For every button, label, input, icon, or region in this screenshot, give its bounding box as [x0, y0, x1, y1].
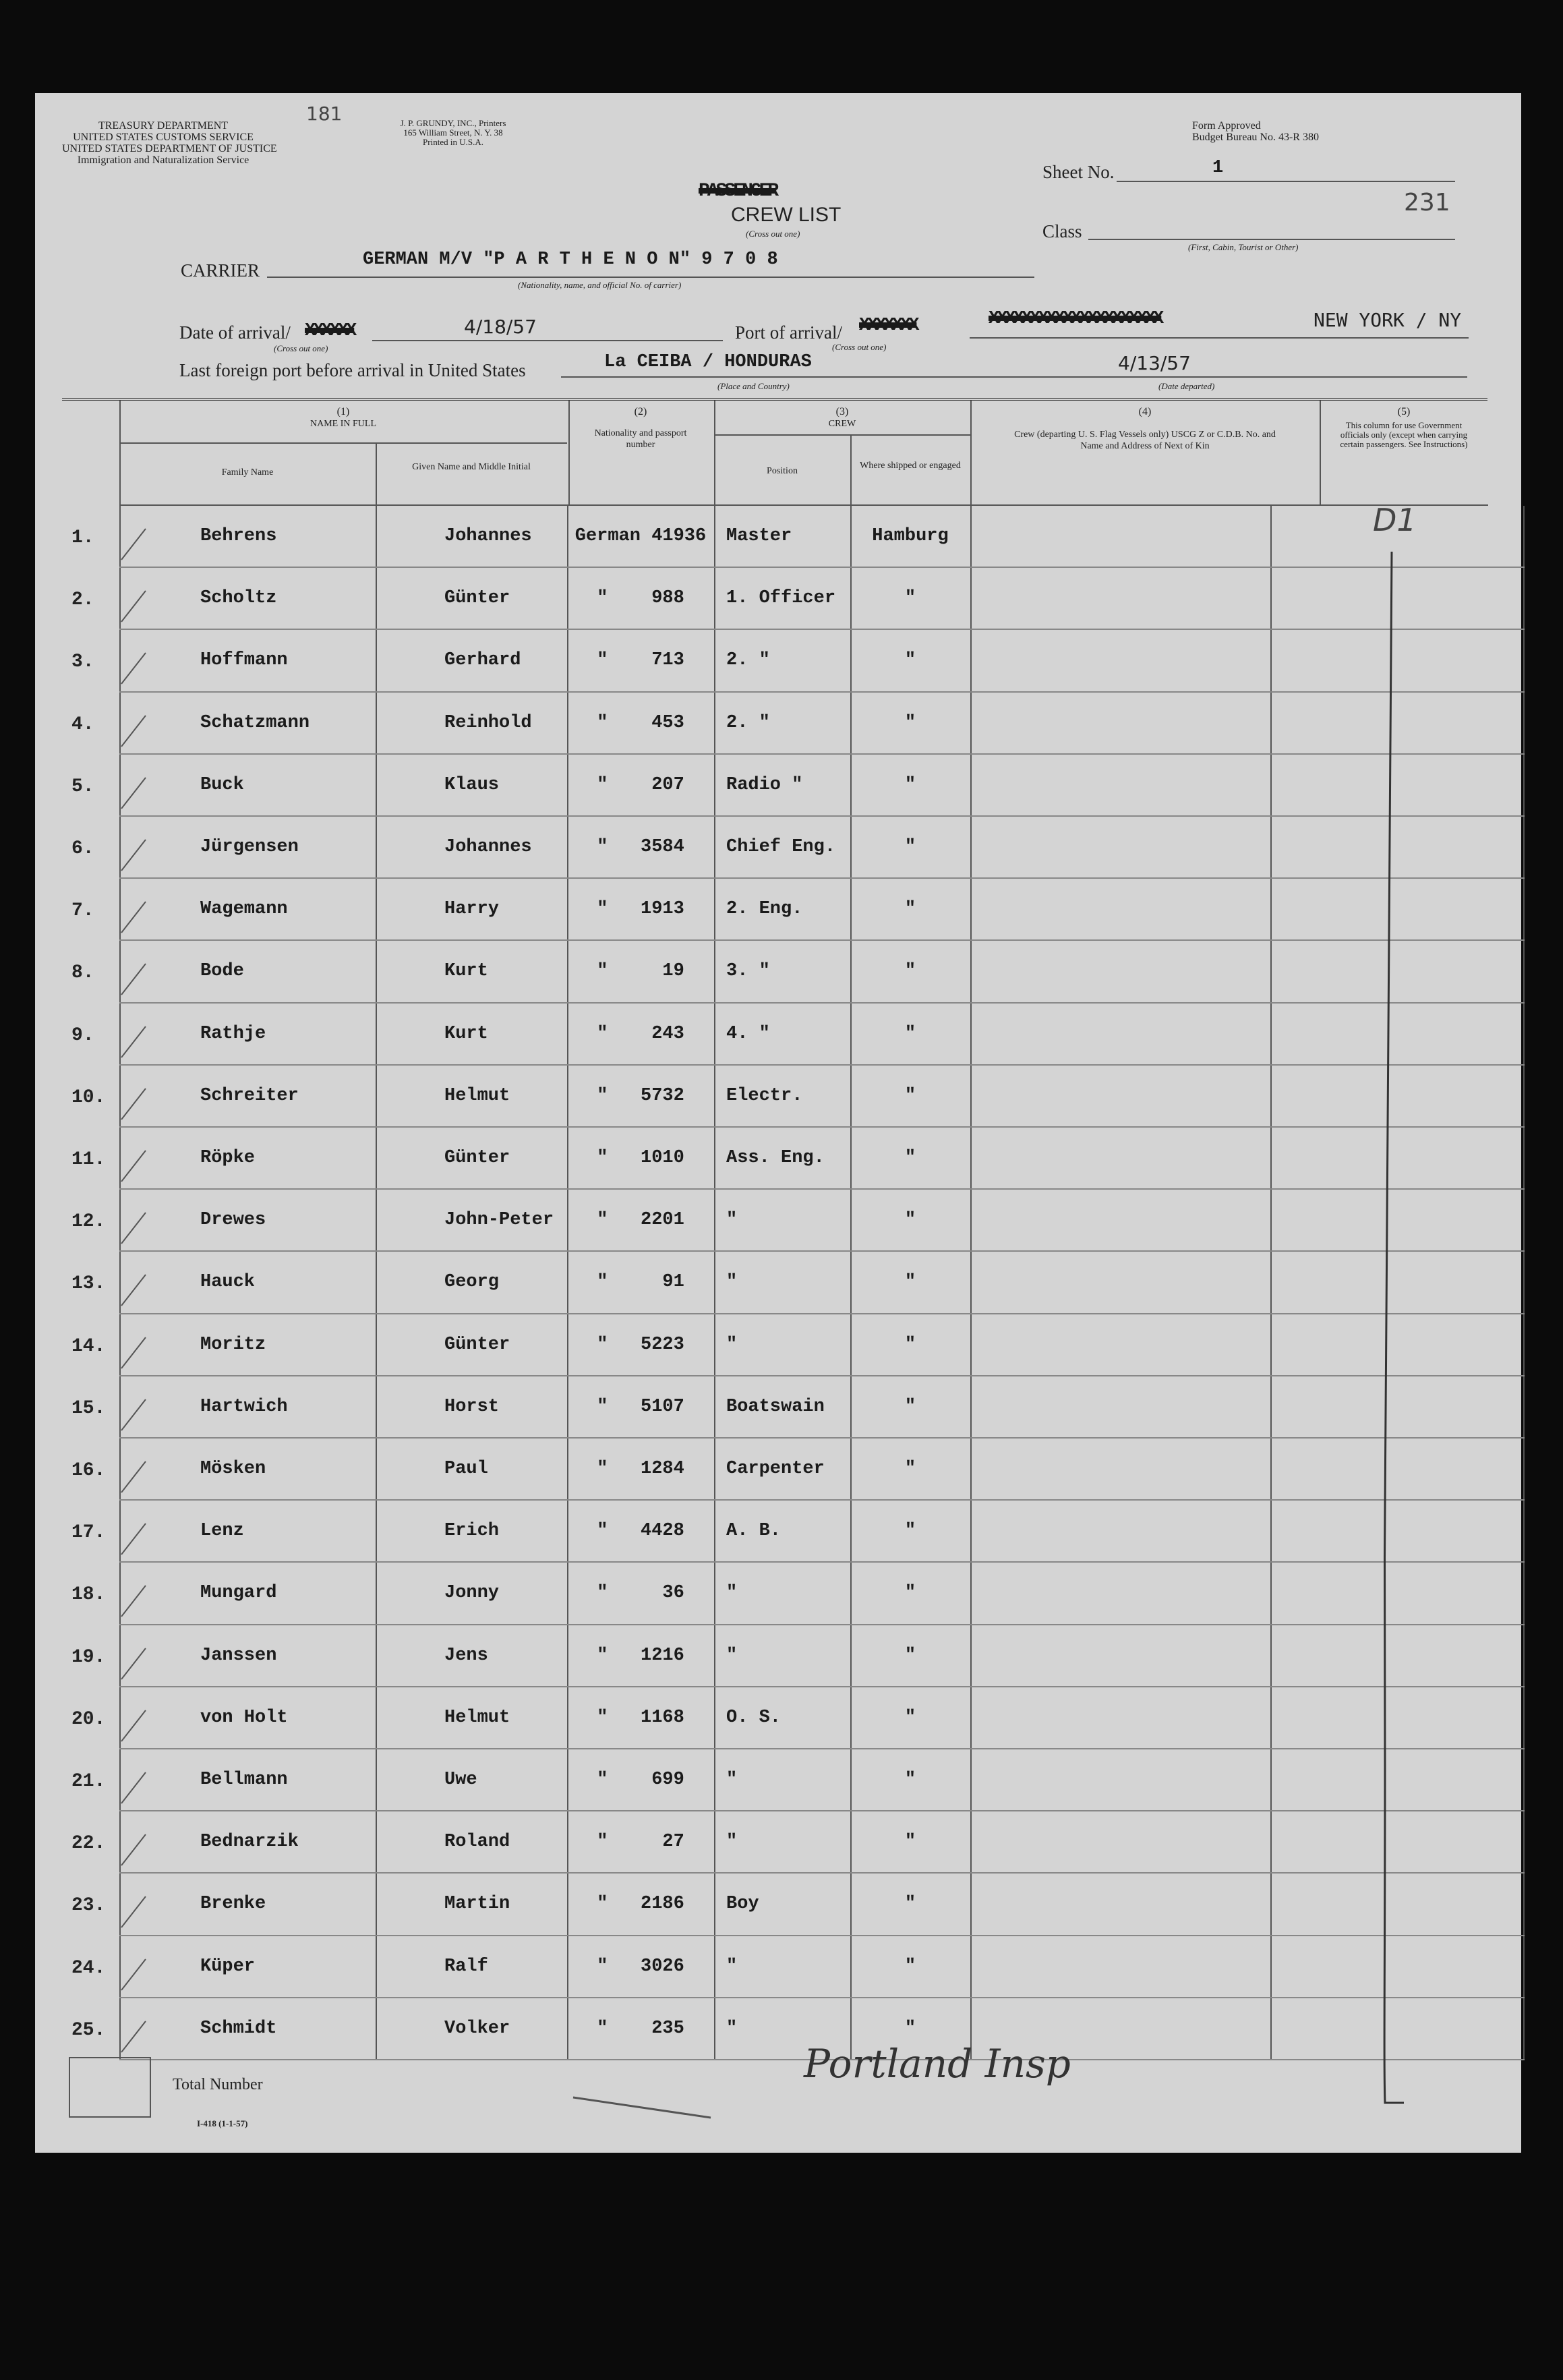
cell-family: Moritz [200, 1334, 266, 1355]
cell-family: Lenz [200, 1521, 244, 1542]
table-row [35, 568, 1521, 630]
cell-where: " [904, 2018, 916, 2039]
stamp-number: 181 [306, 103, 343, 125]
row-number: 20. [71, 1708, 106, 1730]
cell-where: " [904, 1396, 916, 1417]
date-arrival-crossed: XXXXXX [305, 321, 355, 341]
col3-num: (3) [835, 406, 849, 417]
cell-where: " [904, 899, 916, 920]
last-port-label: Last foreign port before arrival in United States [179, 360, 526, 380]
cell-given: Roland [444, 1832, 510, 1853]
form-approved [1192, 120, 1319, 143]
row-number: 21. [71, 1771, 106, 1792]
cell-given: Kurt [444, 961, 488, 982]
table-row [35, 1190, 1521, 1252]
table-row [35, 817, 1521, 879]
row-number: 18. [71, 1584, 106, 1606]
cell-passport: " 3026 [597, 1956, 684, 1977]
cell-family: Hauck [200, 1272, 256, 1293]
row-number: 11. [71, 1149, 106, 1170]
cell-passport: " 1913 [597, 899, 684, 920]
cell-where: " [904, 1023, 916, 1044]
printer-line: Printed in U.S.A. [423, 137, 483, 147]
cell-position: " [726, 1272, 738, 1293]
cell-where: " [904, 1148, 916, 1168]
cell-position: " [726, 1832, 738, 1853]
cell-where: Hamburg [872, 526, 949, 546]
cell-given: Erich [444, 1521, 500, 1542]
form-approved-line: Form Approved [1192, 120, 1261, 132]
cell-family: Röpke [200, 1148, 256, 1168]
cell-where: " [904, 837, 916, 857]
check-tick [116, 1457, 150, 1498]
cell-where: " [904, 1645, 916, 1666]
cell-passport: " 19 [597, 961, 684, 982]
port-arrival-value: NEW YORK / NY [1314, 309, 1462, 331]
row-number: 10. [71, 1086, 106, 1108]
cell-where: " [904, 1770, 916, 1790]
col2-title: Nationality and passport number [594, 428, 687, 450]
check-tick [116, 649, 150, 689]
check-tick [116, 1395, 150, 1436]
cell-where: " [904, 1894, 916, 1915]
cell-position: Boatswain [726, 1396, 825, 1417]
row-number: 2. [71, 589, 94, 611]
cell-where: " [904, 1707, 916, 1728]
cell-where: " [904, 1334, 916, 1355]
total-number-box [69, 2057, 151, 2118]
cell-family: Buck [200, 774, 244, 795]
cell-given: Volker [444, 2018, 510, 2039]
printer-block [392, 119, 514, 147]
last-port-hint: (Place and Country) [717, 381, 790, 391]
cell-family: Schreiter [200, 1085, 299, 1106]
cell-family: Rathje [200, 1023, 266, 1044]
agency-line: Immigration and Naturalization Service [77, 154, 249, 166]
cell-passport: " 1010 [597, 1148, 684, 1168]
cell-given: Martin [444, 1894, 510, 1915]
check-tick [116, 1271, 150, 1311]
cell-given: Kurt [444, 1023, 488, 1044]
agency-line: UNITED STATES CUSTOMS SERVICE [73, 132, 254, 143]
column-bracket-line [1377, 552, 1417, 2116]
table-row [35, 1936, 1521, 1998]
cell-given: Jens [444, 1645, 488, 1666]
table-row [35, 879, 1521, 941]
date-departed-hint: (Date departed) [1158, 381, 1215, 391]
check-tick [116, 1147, 150, 1187]
table-row [35, 755, 1521, 817]
row-number: 22. [71, 1833, 106, 1855]
cell-where: " [904, 1956, 916, 1977]
last-port-value: La CEIBA / HONDURAS [604, 352, 812, 372]
col3-title: CREW [828, 419, 856, 429]
row-number: 16. [71, 1460, 106, 1481]
cross-out-hint: (Cross out one) [746, 229, 800, 239]
cell-given: Klaus [444, 774, 500, 795]
check-tick [116, 712, 150, 752]
check-tick [116, 1706, 150, 1747]
cell-given: Günter [444, 588, 510, 609]
cell-passport: " 5107 [597, 1396, 684, 1417]
date-arrival-hint: (Cross out one) [274, 343, 328, 353]
check-tick [116, 1768, 150, 1809]
row-number: 24. [71, 1957, 106, 1979]
family-header: Family Name [221, 467, 274, 477]
cell-given: Johannes [444, 837, 532, 857]
cell-position: A. B. [726, 1521, 782, 1542]
table-row [35, 506, 1521, 568]
cell-given: Horst [444, 1396, 500, 1417]
port-arrival-crossed-value: XXXXXXXXXXXXXXXXXXXXX [989, 309, 1162, 329]
form-title: CREW LIST [731, 204, 842, 226]
check-tick [116, 587, 150, 627]
class-hint: (First, Cabin, Tourist or Other) [1188, 242, 1299, 252]
cell-position: O. S. [726, 1707, 782, 1728]
table-row [35, 1749, 1521, 1811]
row-number: 19. [71, 1646, 106, 1668]
cell-family: Hartwich [200, 1396, 288, 1417]
table-row [35, 1501, 1521, 1563]
sheet-label: Sheet No. [1042, 162, 1115, 182]
cell-where: " [904, 1583, 916, 1604]
table-row [35, 630, 1521, 692]
cell-passport: " 243 [597, 1023, 684, 1044]
cell-position: 2. " [726, 712, 770, 733]
agency-line: TREASURY DEPARTMENT [98, 120, 229, 132]
row-number: 14. [71, 1335, 106, 1357]
cell-passport: " 5223 [597, 1334, 684, 1355]
cell-given: Reinhold [444, 712, 532, 733]
row-number: 9. [71, 1024, 94, 1046]
check-tick [116, 1644, 150, 1685]
cell-family: Mungard [200, 1583, 277, 1604]
table-row [35, 1004, 1521, 1066]
cell-given: Johannes [444, 526, 532, 546]
cell-passport: " 699 [597, 1770, 684, 1790]
check-tick [116, 1209, 150, 1249]
crossed-title: PASSENGER [699, 181, 777, 202]
cell-where: " [904, 1210, 916, 1231]
inspector-signature: Portland Insp [804, 2041, 1071, 2087]
check-tick [116, 2017, 150, 2058]
col5-num: (5) [1397, 406, 1411, 417]
cell-given: Gerhard [444, 650, 521, 671]
cell-given: Günter [444, 1334, 510, 1355]
row-number: 12. [71, 1211, 106, 1233]
cell-passport: " 1216 [597, 1645, 684, 1666]
check-tick [116, 1955, 150, 1996]
check-tick [116, 1084, 150, 1125]
cell-family: Wagemann [200, 899, 288, 920]
cell-position: Carpenter [726, 1459, 825, 1479]
cell-given: Günter [444, 1148, 510, 1168]
cell-family: Behrens [200, 526, 277, 546]
row-number: 5. [71, 776, 94, 797]
given-header: Given Name and Middle Initial [412, 462, 531, 472]
table-row [35, 693, 1521, 755]
cell-position: " [726, 1583, 738, 1604]
cell-passport: " 4428 [597, 1521, 684, 1542]
cell-position: 2. " [726, 650, 770, 671]
cell-where: " [904, 774, 916, 795]
cell-passport: " 91 [597, 1272, 684, 1293]
row-number: 25. [71, 2019, 106, 2041]
cell-position: Radio " [726, 774, 803, 795]
class-label: Class [1042, 221, 1082, 241]
cell-passport: " 36 [597, 1583, 684, 1604]
cell-family: Schatzmann [200, 712, 310, 733]
cell-given: Helmut [444, 1085, 510, 1106]
cell-given: Ralf [444, 1956, 488, 1977]
cell-family: Bellmann [200, 1770, 288, 1790]
carrier-value: GERMAN M/V "P A R T H E N O N" 9 7 0 8 [363, 250, 778, 270]
cell-passport: " 27 [597, 1832, 684, 1853]
cell-position: Ass. Eng. [726, 1148, 825, 1168]
cell-position: 2. Eng. [726, 899, 803, 920]
agency-block [62, 120, 277, 166]
where-header: Where shipped or engaged [860, 461, 961, 471]
row-number: 1. [71, 527, 94, 548]
cell-passport: " 207 [597, 774, 684, 795]
cell-where: " [904, 712, 916, 733]
check-tick [116, 1333, 150, 1374]
table-row [35, 941, 1521, 1003]
col1-title: NAME IN FULL [310, 419, 376, 429]
table-row [35, 1439, 1521, 1501]
check-tick [116, 1022, 150, 1063]
cell-position: Boy [726, 1894, 759, 1915]
cell-given: Jonny [444, 1583, 500, 1604]
row-number: 17. [71, 1522, 106, 1544]
cell-passport: " 2186 [597, 1894, 684, 1915]
table-row [35, 1687, 1521, 1749]
cell-family: Jürgensen [200, 837, 299, 857]
cell-given: Uwe [444, 1770, 477, 1790]
row-number: 6. [71, 838, 94, 859]
cell-family: Drewes [200, 1210, 266, 1231]
cell-passport: " 1284 [597, 1459, 684, 1479]
table-row [35, 1314, 1521, 1376]
cell-where: " [904, 1521, 916, 1542]
table-row [35, 1811, 1521, 1874]
cell-where: " [904, 1459, 916, 1479]
col4-num: (4) [1138, 406, 1152, 417]
table-row [35, 1376, 1521, 1439]
agency-line: UNITED STATES DEPARTMENT OF JUSTICE [62, 143, 277, 154]
col1-num: (1) [336, 406, 350, 417]
crew-list-form [35, 93, 1521, 2153]
cell-family: Scholtz [200, 588, 277, 609]
cell-where: " [904, 588, 916, 609]
cell-where: " [904, 1832, 916, 1853]
port-arrival-crossed: XXXXXXX [859, 316, 917, 336]
cell-position: 4. " [726, 1023, 770, 1044]
check-tick [116, 1830, 150, 1871]
cell-passport: " 235 [597, 2018, 684, 2039]
cell-position: " [726, 2018, 738, 2039]
page-number: 231 [1404, 189, 1450, 216]
table-header [119, 401, 1488, 506]
row-number: 13. [71, 1273, 106, 1295]
position-header: Position [767, 466, 798, 476]
cell-position: " [726, 1770, 738, 1790]
col2-num: (2) [634, 406, 647, 417]
date-arrival-label: Date of arrival/ [179, 322, 291, 343]
cell-where: " [904, 1272, 916, 1293]
cell-passport: " 3584 [597, 837, 684, 857]
cell-family: Mösken [200, 1459, 266, 1479]
table-row [35, 1128, 1521, 1190]
form-number: I-418 (1-1-57) [197, 2118, 248, 2128]
cell-position: " [726, 1645, 738, 1666]
cell-given: Harry [444, 899, 500, 920]
total-number-label: Total Number [173, 2076, 263, 2093]
form-approved-line: Budget Bureau No. 43-R 380 [1192, 132, 1319, 143]
row-number: 8. [71, 962, 94, 984]
printer-line: J. P. GRUNDY, INC., Printers [400, 118, 506, 128]
row-number: 15. [71, 1397, 106, 1419]
check-tick [116, 774, 150, 814]
cell-position: " [726, 1210, 738, 1231]
cell-passport: " 713 [597, 650, 684, 671]
carrier-hint: (Nationality, name, and official No. of carrier) [518, 280, 682, 290]
table-row [35, 1252, 1521, 1314]
table-row [35, 1066, 1521, 1128]
cell-passport: " 988 [597, 588, 684, 609]
check-tick [116, 836, 150, 876]
check-tick [116, 1892, 150, 1933]
cell-passport: " 5732 [597, 1085, 684, 1106]
port-arrival-label: Port of arrival/ [735, 322, 842, 343]
cell-passport: German 41936 [574, 526, 707, 546]
cell-given: Helmut [444, 1707, 510, 1728]
cell-family: Küper [200, 1956, 256, 1977]
cell-passport: " 1168 [597, 1707, 684, 1728]
cell-given: John-Peter [444, 1210, 554, 1231]
cell-family: Bode [200, 961, 244, 982]
cell-passport: " 2201 [597, 1210, 684, 1231]
check-tick [116, 960, 150, 1000]
cell-family: Hoffmann [200, 650, 288, 671]
cell-given: Paul [444, 1459, 488, 1479]
cell-position: Chief Eng. [726, 837, 836, 857]
carrier-label: CARRIER [181, 260, 260, 281]
check-tick [116, 525, 150, 565]
row-number: 4. [71, 714, 94, 735]
cell-where: " [904, 961, 916, 982]
cell-family: Janssen [200, 1645, 277, 1666]
ink-stroke [569, 2091, 717, 2124]
cell-family: Schmidt [200, 2018, 277, 2039]
port-arrival-hint: (Cross out one) [832, 342, 887, 352]
col4-title: Crew (departing U. S. Flag Vessels only) USCG Z or C.D.B. No. and Name and Address of Next of Kin [1014, 430, 1276, 451]
cell-passport: " 453 [597, 712, 684, 733]
row-number: 3. [71, 651, 94, 673]
cell-where: " [904, 1085, 916, 1106]
table-row [35, 1563, 1521, 1625]
cell-position: " [726, 1956, 738, 1977]
table-row [35, 1625, 1521, 1687]
table-row [35, 1874, 1521, 1936]
check-tick [116, 898, 150, 938]
cell-position: " [726, 1334, 738, 1355]
cell-family: Brenke [200, 1894, 266, 1915]
check-tick [116, 1581, 150, 1622]
cell-given: Georg [444, 1272, 500, 1293]
printer-line: 165 William Street, N. Y. 38 [403, 127, 503, 138]
sheet-number: 1 [1212, 158, 1224, 178]
cell-family: von Holt [200, 1707, 288, 1728]
cell-position: 1. Officer [726, 588, 836, 609]
cell-where: " [904, 650, 916, 671]
date-arrival-value: 4/18/57 [464, 316, 537, 338]
date-departed-value: 4/13/57 [1118, 352, 1191, 374]
cell-position: Electr. [726, 1085, 803, 1106]
check-tick [116, 1519, 150, 1560]
cell-family: Bednarzik [200, 1832, 299, 1853]
table-row [35, 1998, 1521, 2060]
cell-position: 3. " [726, 961, 770, 982]
col5-title: This column for use Government officials only (except when carrying certain passengers. See Instructions) [1340, 420, 1468, 449]
gov-mark: D1 [1373, 502, 1417, 538]
cell-position: Master [726, 526, 792, 546]
row-number: 23. [71, 1895, 106, 1917]
row-number: 7. [71, 900, 94, 922]
